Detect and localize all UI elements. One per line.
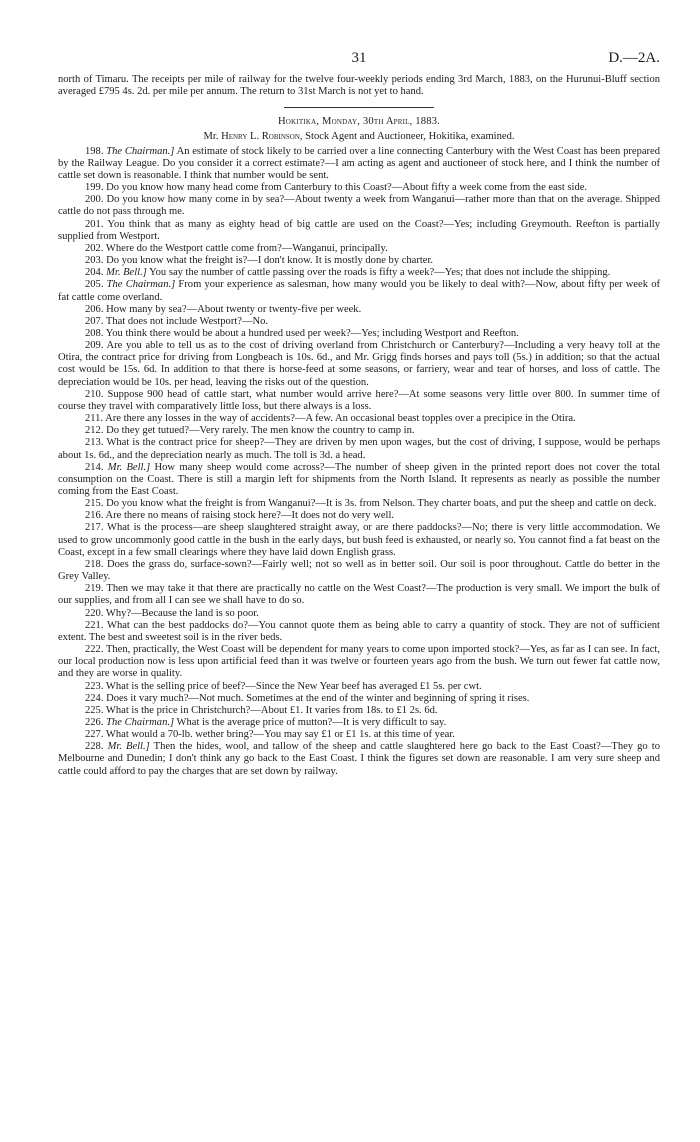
question-answer-text: Are you able to tell us as to the cost of driving overland from Christchurch or Canterbury?—Including a very heavy toll at the Otira, the contract price for driving from Longbeach is 10s. 6d., and Mr. Grigg finds horses and pays toll (5s.) in addition; so that the actual cost would be 15s. 6d. In addition to that there is horse-feed at some seasons, or farriery, wear and tear of horses, and loss of cattle. The depreciation would be 10s. per head, leaving the risks out of the question.: [58, 340, 660, 388]
question-answer-text: Does it vary much?—Not much. Sometimes at the end of the winter and beginning of spring it rises.: [106, 692, 530, 704]
page-number: 31: [351, 50, 367, 66]
evidence-item: [58, 279, 660, 303]
evidence-item: [58, 583, 660, 607]
witness-line: [58, 131, 660, 143]
speaker-label: Mr. Bell.]: [106, 267, 147, 279]
question-number: 224.: [85, 692, 104, 704]
question-answer-text: Do you know how many come in by sea?—About twenty a week from Wanganui—rather more than that on the average. Shipped cattle do not pass through me.: [58, 194, 661, 218]
evidence-item: [58, 729, 660, 741]
question-answer-text: An estimate of stock likely to be carried over a line connecting Canterbury with the West Coast has been prepared by the Railway League. Do you consider it a correct estimate?—I am acting as agent and auctioneer of stock here, and I think the number of cattle set down is reasonable. I think that number would be sent.: [58, 145, 660, 181]
evidence-item: [58, 389, 660, 413]
witness-name: Henry L. Robinson: [221, 131, 300, 143]
evidence-item: [58, 510, 660, 522]
evidence-item: [58, 425, 660, 437]
witness-prefix: Mr.: [203, 131, 222, 143]
evidence-item: [58, 340, 660, 389]
question-answer-text: Then the hides, wool, and tallow of the sheep and cattle slaughtered here go back to the East Coast?—They go to Melbourne and Dunedin; I don't think any go back to the East Coast. I think the figures set down are reasonable. I am very sure sheep and cattle could afford to pay the charges that are set down by railway.: [58, 741, 660, 777]
question-number: 211.: [85, 413, 104, 425]
evidence-item: [58, 182, 660, 194]
evidence-item: [58, 717, 660, 729]
question-answer-text: You think that as many as eighty head of big cattle are used on the Coast?—Yes; including Greymouth. Reefton is partially supplied from Westport.: [58, 218, 660, 242]
speaker-label: The Chairman.]: [106, 279, 176, 291]
question-answer-text: Do you know what the freight is from Wanganui?—It is 3s. from Nelson. They charter boats, and put the sheep and cattle on deck.: [106, 498, 657, 510]
evidence-item: [58, 194, 660, 218]
question-answer-text: You say the number of cattle passing over the roads is fifty a week?—Yes; that does not include the shipping.: [149, 267, 611, 279]
question-number: 225.: [85, 704, 104, 716]
page-header: [58, 52, 660, 74]
question-number: 206.: [85, 303, 104, 315]
question-number: 203.: [85, 255, 104, 267]
evidence-item: [58, 705, 660, 717]
evidence-item: [58, 316, 660, 328]
speaker-label: Mr. Bell.]: [107, 461, 151, 473]
question-number: 199.: [85, 182, 104, 194]
evidence-item: [58, 328, 660, 340]
question-answer-text: What is the price in Christchurch?—About £1. It varies from 18s. to £1 2s. 6d.: [105, 704, 438, 716]
evidence-item: [58, 681, 660, 693]
question-number: 207.: [85, 315, 104, 327]
question-answer-text: Then we may take it that there are practically no cattle on the West Coast?—The production is very small. We import the bulk of our supplies, and from all I can see we shall have to do so.: [58, 583, 660, 607]
question-answer-text: Does the grass do, surface-sown?—Fairly well; not so well as in better soil. Our soil is poor throughout. Cattle do better in the Grey Valley.: [58, 558, 660, 583]
session-heading: Hokitika, Monday, 30th April, 1883.: [277, 116, 441, 128]
question-number: 212.: [85, 425, 104, 437]
evidence-item: [58, 522, 660, 558]
section-divider: [284, 107, 434, 108]
evidence-item: [58, 559, 660, 583]
question-answer-text: Do they get tutued?—Very rarely. The men know the country to camp in.: [106, 425, 415, 437]
question-answer-text: What is the process—are sheep slaughtered straight away, or are there paddocks?—No; there is very little accommodation. We used to grow uncommonly good cattle in the bush in the early days, but bush feed is exhausted, or nearly so. You cannot find a fat beast on the Coast, except in a few small clearings where they have laid down English grass.: [58, 522, 660, 558]
question-number: 217.: [85, 522, 104, 534]
document-reference: D.—2A.: [608, 50, 660, 66]
question-number: 210.: [85, 388, 104, 400]
question-answer-text: What is the average price of mutton?—It is very difficult to say.: [176, 716, 447, 728]
evidence-item: [58, 219, 660, 243]
evidence-item: [58, 267, 660, 279]
question-answer-text: That does not include Westport?—No.: [105, 315, 269, 327]
question-number: 215.: [85, 498, 104, 510]
question-answer-text: Why?—Because the land is so poor.: [105, 607, 259, 619]
question-number: 221.: [85, 619, 104, 631]
question-number: 201.: [85, 218, 104, 230]
question-number: 213.: [85, 437, 104, 449]
evidence-item: [58, 620, 660, 644]
question-number: 219.: [85, 583, 104, 595]
intro-paragraph: north of Timaru. The receipts per mile of railway for the twelve four-weekly periods ending 3rd March, 1883, on the Hurunui-Bluff section averaged £795 4s. 2d. per mile per annum. The return to 31st March is not yet to hand.: [58, 74, 660, 98]
question-number: 227.: [85, 729, 104, 741]
question-number: 228.: [85, 741, 104, 753]
question-answer-text: What would a 70-lb. wether bring?—You may say £1 or £1 1s. at this time of year.: [105, 729, 455, 741]
question-number: 220.: [85, 607, 104, 619]
evidence-list: [58, 146, 660, 778]
evidence-item: [58, 146, 660, 182]
evidence-item: [58, 498, 660, 510]
question-answer-text: Are there no means of raising stock here?—It does not do very well.: [105, 510, 395, 522]
question-answer-text: Do you know what the freight is?—I don't know. It is mostly done by charter.: [106, 255, 434, 267]
evidence-item: [58, 255, 660, 267]
question-number: 198.: [85, 145, 104, 157]
question-number: 223.: [85, 680, 104, 692]
question-number: 222.: [85, 644, 104, 656]
question-answer-text: Are there any losses in the way of accidents?—A few. An occasional beast topples over a precipice in the Otira.: [105, 413, 576, 425]
evidence-item: [58, 243, 660, 255]
question-answer-text: Then, practically, the West Coast will be dependent for many years to come upon imported stock?—Yes, as far as I can see. In fact, our local production now is less upon artificial feed than it was twelve or fourteen years ago from the bush. We turn out fewer fat cattle now, and they are worse in quality.: [58, 644, 660, 680]
evidence-item: [58, 304, 660, 316]
question-number: 204.: [85, 267, 104, 279]
question-answer-text: Suppose 900 head of cattle start, what number would arrive here?—At some seasons very little over 800. In summer time of course they travel with comparatively little loss, but there always is a loss.: [58, 388, 660, 412]
question-answer-text: What can the best paddocks do?—You cannot quote them as being able to carry a quantity of stock. They are not of sufficient extent. The best and sweetest soil is in the river beds.: [58, 619, 660, 643]
question-number: 226.: [85, 716, 104, 728]
evidence-item: [58, 741, 660, 777]
question-number: 216.: [85, 510, 104, 522]
speaker-label: The Chairman.]: [106, 145, 175, 157]
question-number: 208.: [85, 327, 104, 339]
question-number: 218.: [85, 558, 104, 570]
evidence-item: [58, 462, 660, 498]
question-answer-text: Where do the Westport cattle come from?—Wanganui, principally.: [105, 242, 388, 254]
question-answer-text: How many sheep would come across?—The number of sheep given in the printed report does not cover the total consumption on the Coast. There is still a margin left for shipments from the North Island. It represents as nearly as possible the number coming from the East Coast.: [58, 461, 660, 497]
question-number: 209.: [85, 340, 104, 352]
question-answer-text: What is the selling price of beef?—Since the New Year beef has averaged £1 5s. per cwt.: [105, 680, 482, 692]
question-answer-text: How many by sea?—About twenty or twenty-five per week.: [106, 303, 362, 315]
speaker-label: The Chairman.]: [106, 716, 175, 728]
evidence-item: [58, 693, 660, 705]
evidence-item: [58, 608, 660, 620]
question-number: 205.: [85, 279, 104, 291]
evidence-item: [58, 437, 660, 461]
question-answer-text: What is the contract price for sheep?—They are driven by men upon wages, but the cost of driving, I suppose, would be perhaps about 1s. 6d., and the depreciation nearly as much. The toll is 3d. a head.: [58, 437, 660, 461]
question-answer-text: Do you know how many head come from Canterbury to this Coast?—About fifty a week come from the east side.: [106, 182, 588, 194]
question-answer-text: You think there would be about a hundred used per week?—Yes; including Westport and Reefton.: [105, 327, 519, 339]
witness-description: , Stock Agent and Auctioneer, Hokitika, examined.: [299, 131, 515, 143]
question-number: 214.: [85, 461, 104, 473]
evidence-item: [58, 644, 660, 680]
evidence-item: [58, 413, 660, 425]
question-answer-text: From your experience as salesman, how many would you be likely to deal with?—Now, about fifty per week of fat cattle come overland.: [58, 279, 660, 303]
question-number: 202.: [85, 242, 104, 254]
question-number: 200.: [85, 194, 104, 206]
speaker-label: Mr. Bell.]: [107, 741, 150, 753]
